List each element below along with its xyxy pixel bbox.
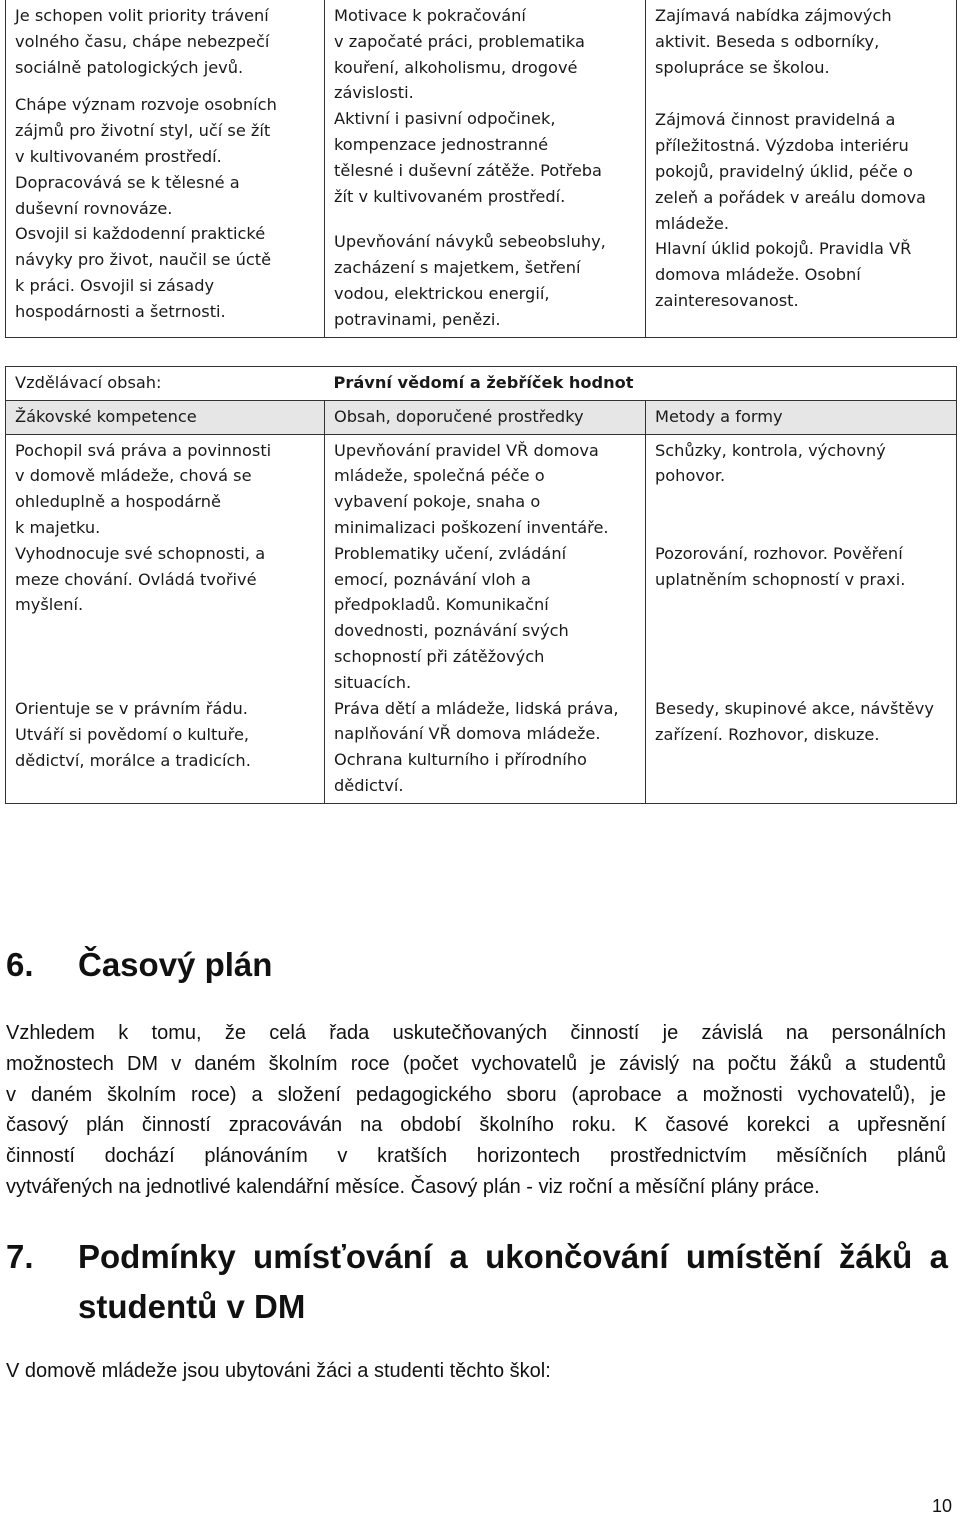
text-line: tělesné i duševní zátěže. Potřeba — [334, 160, 602, 180]
text-line: Práva dětí a mládeže, lidská práva, — [334, 698, 619, 718]
text-line: Zájmová činnost pravidelná a — [655, 110, 896, 130]
text-line: domova mládeže. Osobní — [655, 265, 861, 285]
text-line: časový plán činností zpracováván na období školního roku. K časové korekci a upřesnění — [6, 1114, 946, 1137]
section-7-paragraph: V domově mládeže jsou ubytováni žáci a studenti těchto škol: — [6, 1360, 551, 1382]
header-methods: Metody a formy — [646, 400, 957, 434]
content-cell — [325, 434, 646, 803]
text-line: Schůzky, kontrola, výchovný — [655, 440, 886, 460]
text-line: pokojů, pravidelný úklid, péče o — [655, 161, 913, 181]
text-line: v započaté práci, problematika — [334, 31, 585, 51]
methods-cell — [646, 434, 957, 803]
table-row — [6, 0, 957, 337]
text-line: Problematiky učení, zvládání — [334, 543, 567, 563]
section-title: Časový plán — [78, 946, 273, 983]
text-line: Zajímavá nabídka zájmových — [655, 6, 892, 25]
text-line: schopností při zátěžových — [334, 646, 545, 666]
text-line: uplatněním schopností v praxi. — [655, 569, 906, 589]
text-line: spolupráce se školou. — [655, 57, 830, 77]
text-line: naplňování VŘ domova mládeže. — [334, 724, 601, 744]
text-line: zeleň a pořádek v areálu domova — [655, 187, 926, 207]
section-6-paragraph — [6, 1018, 946, 1203]
text-line: Pochopil svá práva a povinnosti — [15, 440, 272, 460]
paragraph-group — [334, 3, 641, 106]
competence-cell — [6, 0, 325, 337]
text-line: Aktivní i pasivní odpočinek, — [334, 109, 556, 129]
text-line: závislosti. — [334, 83, 414, 103]
text-line: vodou, elektrickou energií, — [334, 283, 550, 303]
text-line: v kultivovaném prostředí. — [15, 146, 222, 166]
methods-cell — [646, 0, 957, 337]
text-line: Orientuje se v právním řádu. — [15, 699, 248, 719]
paragraph-group — [655, 107, 952, 313]
text-line: situacích. — [334, 672, 412, 692]
text-line: zájmů pro životní styl, učí se žít — [15, 121, 271, 141]
text-line: Hlavní úklid pokojů. Pravidla VŘ — [655, 239, 912, 259]
text-line: sociálně patologických jevů. — [15, 57, 244, 77]
text-line: ohleduplně a hospodárně — [15, 492, 221, 512]
table-header-row — [6, 400, 957, 434]
table-row — [6, 367, 957, 401]
text-line: činností dochází plánováním v kratších horizontech prostřednictvím měsíčních plánů — [6, 1145, 946, 1168]
text-line: meze chování. Ovládá tvořivé — [15, 569, 257, 589]
paragraph-group — [334, 106, 641, 209]
text-line: mládeže, společná péče o — [334, 466, 545, 486]
text-line: vybavení pokoje, snaha o — [334, 492, 541, 512]
text-line: zařízení. Rozhovor, diskuze. — [655, 724, 880, 744]
text-line: možnostech DM v daném školním roce (počet vychovatelů je závislý na počtu žáků a studentů — [6, 1052, 946, 1075]
text-line: k práci. Osvojil si zásady — [15, 275, 215, 295]
competence-table-continued — [5, 0, 957, 338]
text-line: pohovor. — [655, 466, 726, 486]
text-line: Motivace k pokračování — [334, 6, 526, 25]
text-line: Upevňování návyků sebeobsluhy, — [334, 232, 606, 252]
text-line: Je schopen volit priority trávení — [15, 6, 269, 25]
text-line: mládeže. — [655, 213, 730, 233]
edu-topic-title: Právní vědomí a žebříček hodnot — [333, 373, 634, 392]
paragraph-group — [15, 92, 320, 324]
text-line: Vyhodnocuje své schopnosti, a — [15, 543, 266, 563]
text-line: kouření, alkoholismu, drogové — [334, 57, 578, 77]
section-number: 6. — [6, 946, 34, 983]
text-line: Besedy, skupinové akce, návštěvy — [655, 698, 934, 718]
text-line: zacházení s majetkem, šetření — [334, 258, 581, 278]
section-title: Podmínky umísťování a ukončování umístění žáků a studentů v DM — [78, 1238, 948, 1325]
table-row — [6, 434, 957, 803]
text-line: žít v kultivovaném prostředí. — [334, 186, 566, 206]
text-line: duševní rovnováze. — [15, 198, 173, 218]
page-number: 10 — [931, 1496, 952, 1516]
text-line: emocí, poznávání vloh a — [334, 569, 531, 589]
text-line: Chápe význam rozvoje osobních — [15, 95, 277, 115]
text-line: k majetku. — [15, 517, 101, 537]
text-line: Vzhledem k tomu, že celá řada uskutečňovaných činností je závislá na personálních — [6, 1022, 946, 1044]
section-6-heading — [6, 940, 272, 990]
competence-cell — [6, 434, 325, 803]
text-line: Pozorování, rozhovor. Pověření — [655, 544, 903, 564]
text-line: Dopracovává se k tělesné a — [15, 172, 240, 192]
text-line: Ochrana kulturního i přírodního — [334, 750, 587, 770]
text-line: myšlení. — [15, 595, 84, 615]
paragraph-group — [15, 3, 320, 80]
paragraph-group — [334, 229, 641, 332]
text-line: volného času, chápe nebezpečí — [15, 31, 270, 51]
text-line: Osvojil si každodenní praktické — [15, 224, 266, 244]
text-line: minimalizaci poškození inventáře. — [334, 517, 609, 537]
text-line: návyky pro život, naučil se úctě — [15, 250, 272, 270]
text-line: hospodárnosti a šetrnosti. — [15, 301, 226, 321]
text-line: aktivit. Beseda s odborníky, — [655, 31, 880, 51]
header-content: Obsah, doporučené prostředky — [325, 400, 646, 434]
content-cell — [325, 0, 646, 337]
paragraph-group — [655, 3, 952, 80]
text-line: v domově mládeže, chová se — [15, 466, 252, 486]
text-line: příležitostná. Výzdoba interiéru — [655, 136, 909, 156]
text-line: vytvářených na jednotlivé kalendářní měsíce. Časový plán - viz roční a měsíční plány práce. — [6, 1175, 820, 1198]
section-number: 7. — [6, 1238, 34, 1275]
education-content-table — [5, 366, 957, 804]
section-7-heading — [6, 1232, 951, 1332]
text-line: potravinami, penězi. — [334, 309, 501, 329]
edu-topic — [325, 367, 957, 401]
edu-label: Vzdělávací obsah: — [6, 367, 325, 401]
header-competences: Žákovské kompetence — [6, 400, 325, 434]
text-line: kompenzace jednostranné — [334, 134, 549, 154]
text-line: zainteresovanost. — [655, 290, 799, 310]
text-line: v daném školním roce) a složení pedagogického sboru (aprobace a možnosti vychovatelů), je — [6, 1083, 946, 1106]
text-line: dědictví, morálce a tradicích. — [15, 750, 251, 770]
text-line: Utváří si povědomí o kultuře, — [15, 724, 250, 744]
text-line: Upevňování pravidel VŘ domova — [334, 440, 599, 460]
text-line: dědictví. — [334, 775, 404, 795]
text-line: dovednosti, poznávání svých — [334, 621, 569, 641]
text-line: předpokladů. Komunikační — [334, 595, 549, 615]
